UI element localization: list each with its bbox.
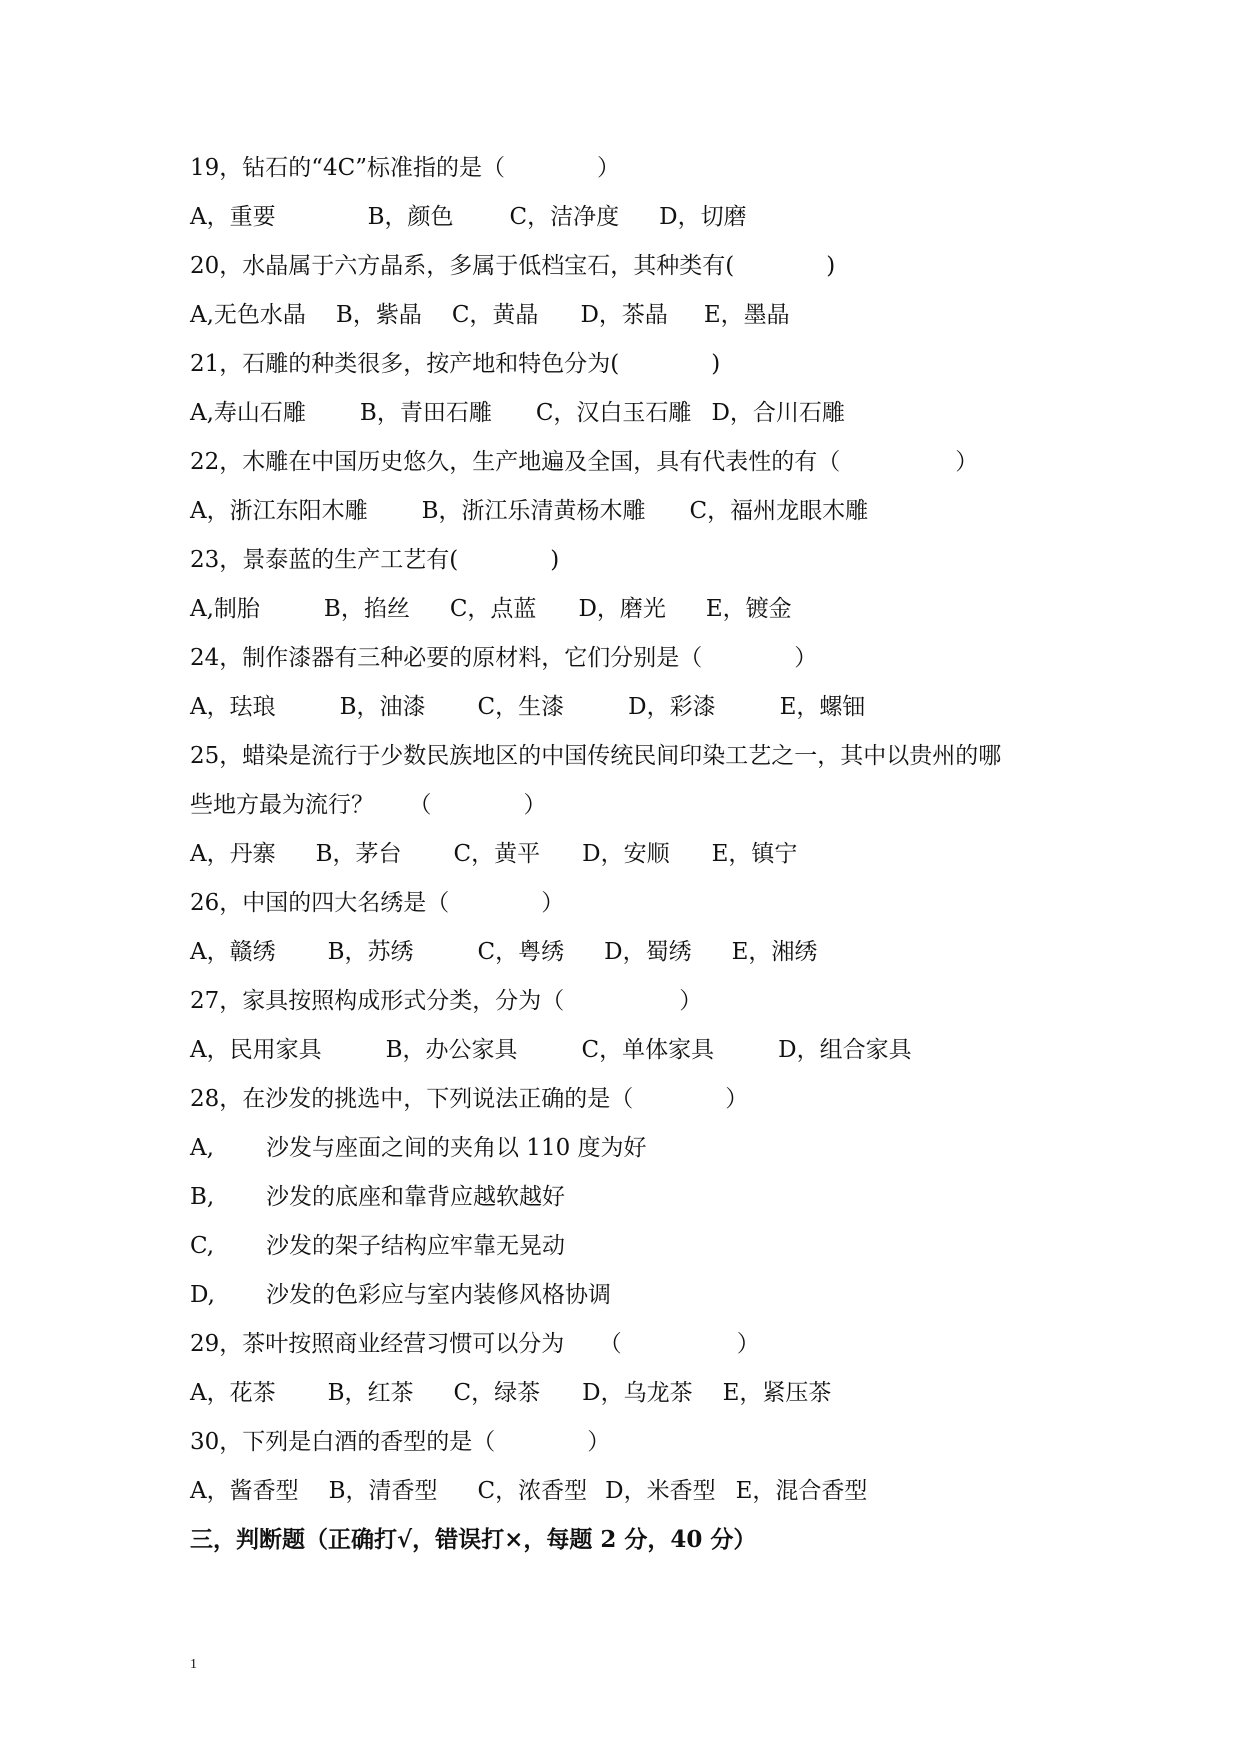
options-row <box>190 593 1090 642</box>
option-d: D，蜀绣 <box>604 939 692 965</box>
options-row <box>190 691 1090 740</box>
option-line-c <box>190 1230 1090 1279</box>
option-c: C，福州龙眼木雕 <box>689 498 869 524</box>
options-row <box>190 936 1090 985</box>
option-a: A,无色水晶 <box>190 302 306 328</box>
question-stem-continued: 些地方最为流行？ （ ） <box>190 792 547 818</box>
option-c: C，生漆 <box>477 694 565 720</box>
option-a: A，丹寨 <box>190 841 276 867</box>
option-e: E，湘绣 <box>731 939 818 965</box>
question-stem: 23，景泰蓝的生产工艺有( ) <box>190 547 560 573</box>
option-c: C，浓香型 <box>477 1478 588 1504</box>
question-stem: 21，石雕的种类很多，按产地和特色分为( ) <box>190 351 721 377</box>
option-letter: B, <box>190 1184 215 1210</box>
option-b: B，茅台 <box>315 841 402 867</box>
option-a: A,制胎 <box>190 596 260 622</box>
option-a: A，浙江东阳木雕 <box>190 498 368 524</box>
option-d: D，切磨 <box>659 204 747 230</box>
question-stem: 25，蜡染是流行于少数民族地区的中国传统民间印染工艺之一，其中以贵州的哪 <box>190 743 1002 769</box>
option-a: A，民用家具 <box>190 1037 322 1063</box>
option-b: B，苏绣 <box>327 939 414 965</box>
option-b: B，掐丝 <box>323 596 410 622</box>
option-c: C，粤绣 <box>477 939 565 965</box>
options-row <box>190 397 1090 446</box>
option-e: E，混合香型 <box>735 1478 868 1504</box>
option-b: B，清香型 <box>328 1478 438 1504</box>
options-row <box>190 495 1090 544</box>
option-e: E，镇宁 <box>711 841 798 867</box>
option-d: D，磨光 <box>578 596 666 622</box>
question-stem: 30，下列是白酒的香型的是（ ） <box>190 1429 611 1455</box>
options-row <box>190 299 1090 348</box>
option-b: B，浙江乐清黄杨木雕 <box>421 498 646 524</box>
option-a: A，珐琅 <box>190 694 276 720</box>
question-stem: 26，中国的四大名绣是（ ） <box>190 890 565 916</box>
option-letter: A, <box>190 1135 214 1161</box>
option-text: 沙发的架子结构应牢靠无晃动 <box>266 1233 565 1259</box>
page-number: 1 <box>190 1657 197 1672</box>
exam-content <box>190 152 1090 1573</box>
option-b: B，红茶 <box>327 1380 414 1406</box>
option-text: 沙发的底座和靠背应越软越好 <box>266 1184 565 1210</box>
options-row <box>190 838 1090 887</box>
option-b: B，颜色 <box>367 204 454 230</box>
section-heading: 三，判断题（正确打√，错误打×，每题 2 分，40 分） <box>190 1526 757 1553</box>
option-e: E，镀金 <box>705 596 792 622</box>
option-text: 沙发的色彩应与室内装修风格协调 <box>266 1282 611 1308</box>
option-text: 沙发与座面之间的夹角以 110 度为好 <box>266 1135 647 1161</box>
option-b: B，办公家具 <box>385 1037 518 1063</box>
option-c: C，点蓝 <box>449 596 537 622</box>
option-d: D，安顺 <box>582 841 670 867</box>
question-stem: 20，水晶属于六方晶系，多属于低档宝石，其种类有( ) <box>190 253 836 279</box>
options-row <box>190 201 1090 250</box>
option-d: D，合川石雕 <box>711 400 845 426</box>
options-row <box>190 1475 1090 1524</box>
option-a: A,寿山石雕 <box>190 400 306 426</box>
option-a: A，花茶 <box>190 1380 276 1406</box>
option-letter: D, <box>190 1282 215 1308</box>
options-row <box>190 1377 1090 1426</box>
option-c: C，绿茶 <box>453 1380 541 1406</box>
question-stem: 28，在沙发的挑选中，下列说法正确的是（ ） <box>190 1086 749 1112</box>
option-line-d <box>190 1279 1090 1328</box>
question-stem: 24，制作漆器有三种必要的原材料，它们分别是（ ） <box>190 645 818 671</box>
option-c: C，单体家具 <box>581 1037 715 1063</box>
option-c: C，汉白玉石雕 <box>535 400 692 426</box>
option-e: E，紧压茶 <box>722 1380 832 1406</box>
question-stem: 19，钻石的“4C”标准指的是（ ） <box>190 155 621 181</box>
option-e: E，墨晶 <box>703 302 790 328</box>
option-d: D，乌龙茶 <box>582 1380 693 1406</box>
option-letter: C, <box>190 1233 215 1259</box>
option-d: D，米香型 <box>605 1478 716 1504</box>
option-d: D，茶晶 <box>580 302 668 328</box>
option-c: C，洁净度 <box>509 204 620 230</box>
option-c: C，黄平 <box>453 841 541 867</box>
option-line-a <box>190 1132 1090 1181</box>
option-c: C，黄晶 <box>451 302 539 328</box>
option-b: B，紫晶 <box>335 302 422 328</box>
option-line-b <box>190 1181 1090 1230</box>
question-stem: 22，木雕在中国历史悠久，生产地遍及全国，具有代表性的有（ ） <box>190 449 979 475</box>
option-a: A，酱香型 <box>190 1478 299 1504</box>
option-e: E，螺钿 <box>779 694 866 720</box>
option-b: B，油漆 <box>339 694 426 720</box>
options-row <box>190 1034 1090 1083</box>
question-stem: 27，家具按照构成形式分类，分为（ ） <box>190 988 703 1014</box>
option-a: A，赣绣 <box>190 939 276 965</box>
question-stem: 29，茶叶按照商业经营习惯可以分为 （ ） <box>190 1331 760 1357</box>
option-b: B，青田石雕 <box>359 400 492 426</box>
option-d: D，彩漆 <box>628 694 716 720</box>
option-a: A，重要 <box>190 204 276 230</box>
option-d: D，组合家具 <box>778 1037 912 1063</box>
